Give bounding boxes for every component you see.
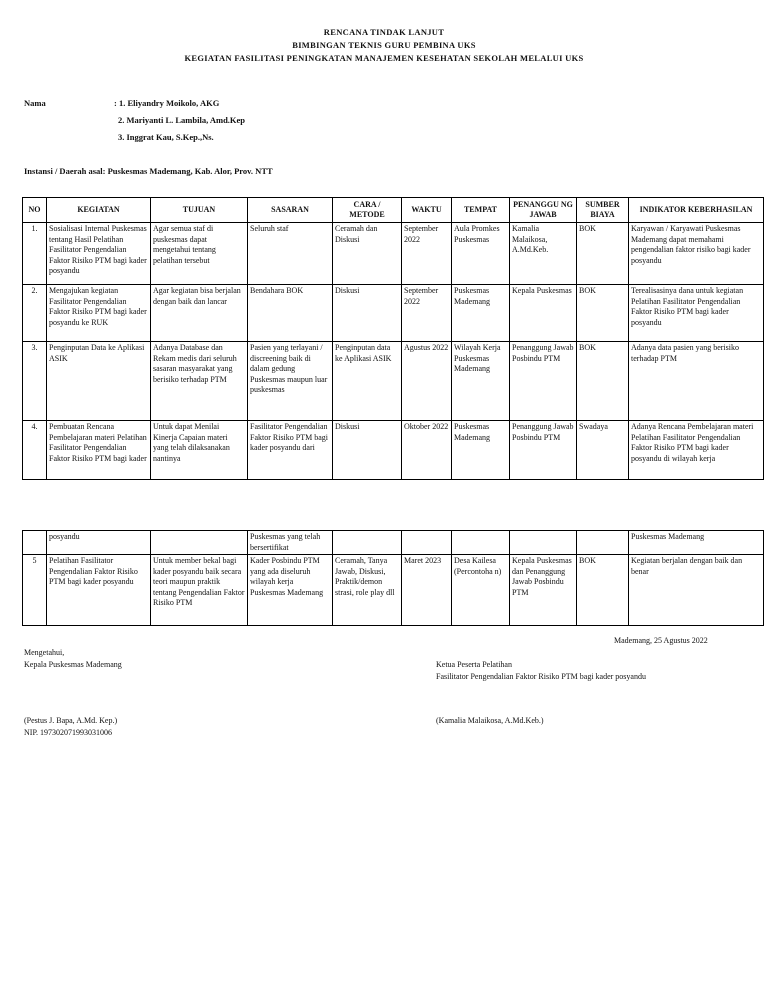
name-1: : 1. Eliyandry Moikolo, AKG bbox=[114, 98, 220, 108]
col-header-no: NO bbox=[23, 198, 47, 223]
cell-waktu bbox=[402, 531, 452, 555]
name-2: 2. Mariyanti L. Lambila, Amd.Kep bbox=[118, 115, 246, 125]
cell-tujuan: Agar kegiatan bisa berjalan dengan baik dan lancar bbox=[151, 285, 248, 342]
table-row bbox=[23, 342, 764, 421]
right-title-2: Fasilitator Pengendalian Faktor Risiko PTM bagi kader posyandu bbox=[436, 672, 646, 681]
rtl-table-continued bbox=[22, 530, 764, 626]
cell-indikator: Adanya data pasien yang berisiko terhadap PTM bbox=[629, 342, 764, 421]
col-header-metode: CARA / METODE bbox=[333, 198, 402, 223]
cell-waktu: Oktober 2022 bbox=[402, 421, 452, 480]
cell-kegiatan: Sosialisasi Internal Puskesmas tentang Hasil Pelatihan Fasilitator Pengendalian Faktor Risiko PTM bagi kader posyandu bbox=[47, 223, 151, 285]
instansi-line: Instansi / Daerah asal: Puskesmas Mademang, Kab. Alor, Prov. NTT bbox=[24, 166, 273, 176]
table-header-row bbox=[23, 198, 764, 223]
table-row bbox=[23, 421, 764, 480]
table-row bbox=[23, 223, 764, 285]
cell-biaya: BOK bbox=[577, 555, 629, 626]
col-header-waktu: WAKTU bbox=[402, 198, 452, 223]
cell-biaya bbox=[577, 531, 629, 555]
cell-tempat bbox=[452, 531, 510, 555]
cell-no: 3. bbox=[23, 342, 47, 421]
cell-waktu: September 2022 bbox=[402, 223, 452, 285]
cell-biaya: BOK bbox=[577, 285, 629, 342]
title-line-2: BIMBINGAN TEKNIS GURU PEMBINA UKS bbox=[292, 40, 476, 50]
col-header-tujuan: TUJUAN bbox=[151, 198, 248, 223]
cell-no: 2. bbox=[23, 285, 47, 342]
cell-tempat: Puskesmas Mademang bbox=[452, 421, 510, 480]
cell-tujuan: Untuk dapat Menilai Kinerja Capaian materi yang telah dilaksanakan nantinya bbox=[151, 421, 248, 480]
cell-metode bbox=[333, 531, 402, 555]
cell-sasaran: Pasien yang terlayani / discreening baik di dalam gedung Puskesmas maupun luar puskesmas bbox=[248, 342, 333, 421]
cell-pj bbox=[510, 531, 577, 555]
cell-pj: Penanggung Jawab Posbindu PTM bbox=[510, 342, 577, 421]
cell-sasaran: Fasilitator Pengendalian Faktor Risiko PTM bagi kader posyandu dari bbox=[248, 421, 333, 480]
cell-waktu: Maret 2023 bbox=[402, 555, 452, 626]
left-signer-nip: NIP. 197302071993031006 bbox=[24, 728, 113, 737]
cell-tujuan: Untuk member bekal bagi kader posyandu baik secara teori maupun praktik tentang Pengendalian Faktor Risiko PTM bbox=[151, 555, 248, 626]
cell-metode: Ceramah, Tanya Jawab, Diskusi, Praktik/demon strasi, role play dll bbox=[333, 555, 402, 626]
cell-pj: Kepala Puskesmas bbox=[510, 285, 577, 342]
cell-pj: Kamalia Malaikosa, A.Md.Keb. bbox=[510, 223, 577, 285]
cell-tujuan: Adanya Database dan Rekam medis dari seluruh sasaran masyarakat yang berisiko terhadap PTM bbox=[151, 342, 248, 421]
title-line-1: RENCANA TINDAK LANJUT bbox=[323, 27, 445, 37]
cell-kegiatan: posyandu bbox=[47, 531, 151, 555]
name-3: 3. Inggrat Kau, S.Kep.,Ns. bbox=[118, 132, 214, 142]
cell-biaya: BOK bbox=[577, 223, 629, 285]
cell-biaya: BOK bbox=[577, 342, 629, 421]
cell-no: 4. bbox=[23, 421, 47, 480]
cell-metode: Diskusi bbox=[333, 421, 402, 480]
cell-pj: Kepala Puskesmas dan Penanggung Jawab Posbindu PTM bbox=[510, 555, 577, 626]
cell-no: 5 bbox=[23, 555, 47, 626]
cell-indikator: Terealisasinya dana untuk kegiatan Pelatihan Fasilitator Pengendalian Faktor Risiko PTM bagi kader posyandu bbox=[629, 285, 764, 342]
cell-indikator: Adanya Rencana Pembelajaran materi Pelatihan Fasilitator Pengendalian Faktor Risiko PTM bagi kader posyandu di wilayah kerja bbox=[629, 421, 764, 480]
col-header-pj: PENANGGU NG JAWAB bbox=[510, 198, 577, 223]
cell-tujuan: Agar semua staf di puskesmas dapat mengetahui tentang pelatihan tersebut bbox=[151, 223, 248, 285]
table-row-continued bbox=[23, 531, 764, 555]
cell-metode: Diskusi bbox=[333, 285, 402, 342]
rtl-table bbox=[22, 197, 764, 480]
cell-no bbox=[23, 531, 47, 555]
col-header-tempat: TEMPAT bbox=[452, 198, 510, 223]
cell-tempat: Wilayah Kerja Puskesmas Mademang bbox=[452, 342, 510, 421]
nama-label: Nama bbox=[24, 98, 46, 108]
col-header-kegiatan: KEGIATAN bbox=[47, 198, 151, 223]
cell-tempat: Puskesmas Mademang bbox=[452, 285, 510, 342]
cell-waktu: September 2022 bbox=[402, 285, 452, 342]
place-date: Mademang, 25 Agustus 2022 bbox=[614, 636, 708, 645]
cell-tempat: Aula Promkes Puskesmas bbox=[452, 223, 510, 285]
cell-sasaran: Kader Posbindu PTM yang ada diseluruh wilayah kerja Puskesmas Mademang bbox=[248, 555, 333, 626]
cell-sasaran: Bendahara BOK bbox=[248, 285, 333, 342]
right-title-1: Ketua Peserta Pelatihan bbox=[436, 660, 512, 669]
col-header-sasaran: SASARAN bbox=[248, 198, 333, 223]
cell-kegiatan: Mengajukan kegiatan Fasilitator Pengendalian Faktor Risiko PTM bagi kader posyandu ke RUK bbox=[47, 285, 151, 342]
cell-waktu: Agustus 2022 bbox=[402, 342, 452, 421]
cell-metode: Ceramah dan Diskusi bbox=[333, 223, 402, 285]
cell-indikator: Karyawan / Karyawati Puskesmas Mademang dapat memahami pengendalian faktor risiko bagi kader posyandu bbox=[629, 223, 764, 285]
cell-indikator: Puskesmas Mademang bbox=[629, 531, 764, 555]
cell-tujuan bbox=[151, 531, 248, 555]
cell-pj: Penanggung Jawab Posbindu PTM bbox=[510, 421, 577, 480]
cell-kegiatan: Pelatihan Fasilitator Pengendalian Faktor Risiko PTM bagi kader posyandu bbox=[47, 555, 151, 626]
cell-tempat: Desa Kailesa (Percontoha n) bbox=[452, 555, 510, 626]
cell-sasaran: Puskesmas yang telah bersertifikat bbox=[248, 531, 333, 555]
cell-sasaran: Seluruh staf bbox=[248, 223, 333, 285]
table-row bbox=[23, 555, 764, 626]
cell-kegiatan: Penginputan Data ke Aplikasi ASIK bbox=[47, 342, 151, 421]
cell-metode: Penginputan data ke Aplikasi ASIK bbox=[333, 342, 402, 421]
cell-biaya: Swadaya bbox=[577, 421, 629, 480]
cell-indikator: Kegiatan berjalan dengan baik dan benar bbox=[629, 555, 764, 626]
left-title-2: Kepala Puskesmas Mademang bbox=[24, 660, 122, 669]
table-row bbox=[23, 285, 764, 342]
right-signer-name: (Kamalia Malaikosa, A.Md.Keb.) bbox=[436, 716, 544, 725]
cell-kegiatan: Pembuatan Rencana Pembelajaran materi Pelatihan Fasilitator Pengendalian Faktor Risiko PTM bagi kader bbox=[47, 421, 151, 480]
col-header-biaya: SUMBER BIAYA bbox=[577, 198, 629, 223]
col-header-indikator: INDIKATOR KEBERHASILAN bbox=[629, 198, 764, 223]
cell-no: 1. bbox=[23, 223, 47, 285]
left-signer-name: (Pestus J. Bapa, A.Md. Kep.) bbox=[24, 716, 118, 725]
title-line-3: KEGIATAN FASILITASI PENINGKATAN MANAJEMEN KESEHATAN SEKOLAH MELALUI UKS bbox=[184, 53, 584, 63]
left-title-1: Mengetahui, bbox=[24, 648, 65, 657]
